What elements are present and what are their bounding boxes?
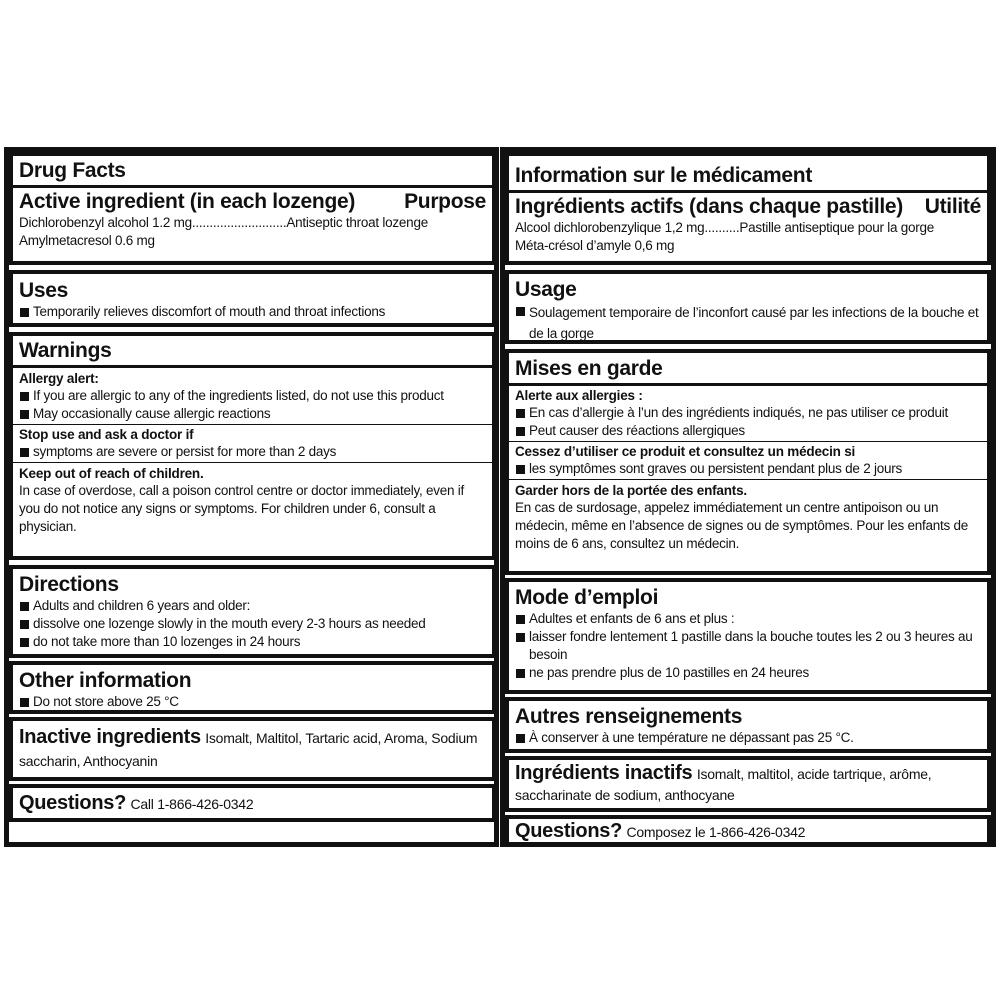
directions-section: [9, 565, 496, 658]
inactive-ingredients-section: [505, 756, 991, 812]
questions-phone: Call 1-866-426-0342: [130, 796, 254, 812]
drug-facts-panel-english: [4, 147, 499, 847]
active-ingredient-line: Dichlorobenzyl alcohol 1.2 mg...........................Antiseptic throat lozenge: [19, 215, 428, 230]
directions-section: [505, 578, 991, 694]
warnings-title: Mises en garde: [515, 357, 663, 380]
stop-use-title: Stop use and ask a doctor if: [19, 427, 194, 442]
inactive-ingredients-text: Isomalt, Maltitol, Tartaric acid, Aroma, Sodium saccharin, Anthocyanin: [19, 730, 478, 769]
active-ingredient-section: [505, 152, 991, 265]
uses-title: Uses: [19, 279, 69, 302]
stop-use-item: les symptômes sont graves ou persistent pendant plus de 2 jours: [515, 460, 981, 478]
uses-item: Temporarily relieves discomfort of mouth and throat infections: [19, 303, 486, 321]
questions-section: [505, 815, 991, 842]
stop-use-title: Cessez d’utiliser ce produit et consultez un médecin si: [515, 444, 856, 459]
other-information-item: Do not store above 25 °C: [19, 693, 486, 711]
inactive-ingredients-title: Ingrédients inactifs: [515, 762, 693, 784]
divider: [13, 185, 492, 188]
questions-phone: Composez le 1-866-426-0342: [626, 824, 806, 840]
uses-item: Soulagement temporaire de l’inconfort causé par les infections de la bouche et de la gorge: [515, 302, 981, 344]
directions-title: Mode d’emploi: [515, 586, 659, 609]
other-information-section: [9, 661, 496, 714]
directions-title: Directions: [19, 573, 119, 596]
purpose-heading: Purpose: [404, 190, 486, 213]
warnings-section: [9, 332, 496, 560]
directions-item: dissolve one lozenge slowly in the mouth every 2-3 hours as needed: [19, 615, 486, 633]
questions-title: Questions?: [515, 820, 623, 842]
uses-title: Usage: [515, 278, 577, 301]
active-ingredient-line: Alcool dichlorobenzylique 1,2 mg..........Pastille antiseptique pour la gorge: [515, 220, 935, 235]
keep-out-title: Garder hors de la portée des enfants.: [515, 483, 747, 498]
other-information-section: [505, 697, 991, 753]
drug-facts-panel-french: [500, 147, 996, 847]
directions-item: do not take more than 10 lozenges in 24 hours: [19, 633, 486, 651]
keep-out-text: In case of overdose, call a poison control centre or doctor immediately, even if you do not notice any signs or symptoms. For children under 6, consult a physician.: [19, 483, 464, 534]
uses-section: [9, 270, 496, 327]
uses-section: [505, 270, 991, 344]
divider: [13, 424, 492, 425]
questions-title: Questions?: [19, 792, 127, 814]
allergy-item: May occasionally cause allergic reactions: [19, 405, 486, 423]
warnings-title: Warnings: [19, 339, 112, 362]
other-information-title: Autres renseignements: [515, 705, 743, 728]
allergy-alert-title: Allergy alert:: [19, 371, 99, 386]
warnings-section: [505, 349, 991, 575]
allergy-alert-title: Alerte aux allergies :: [515, 388, 643, 403]
other-information-title: Other information: [19, 669, 192, 692]
allergy-item: En cas d’allergie à l’un des ingrédients indiqués, ne pas utiliser ce produit: [515, 404, 981, 422]
inactive-ingredients-text: Isomalt, maltitol, acide tartrique, arôme, saccharinate de sodium, anthocyane: [515, 766, 932, 803]
divider: [509, 383, 987, 386]
directions-item: ne pas prendre plus de 10 pastilles en 24 heures: [515, 664, 981, 682]
stop-use-item: symptoms are severe or persist for more than 2 days: [19, 443, 486, 461]
active-ingredient-section: [9, 152, 496, 265]
purpose-heading: Utilité: [924, 195, 981, 218]
active-ingredient-heading: Active ingredient (in each lozenge): [19, 190, 356, 213]
allergy-item: If you are allergic to any of the ingredients listed, do not use this product: [19, 387, 486, 405]
directions-item: laisser fondre lentement 1 pastille dans la bouche toutes les 2 ou 3 heures au besoin: [515, 628, 981, 664]
drug-facts-title: Drug Facts: [19, 159, 126, 182]
keep-out-text: En cas de surdosage, appelez immédiatement un centre antipoison ou un médecin, même en l’absence de signes ou de symptômes. Pour les enfants de moins de 6 ans, consultez un médecin.: [515, 500, 969, 551]
keep-out-title: Keep out of reach of children.: [19, 466, 204, 481]
divider: [509, 190, 987, 193]
inactive-ingredients-section: [9, 717, 496, 781]
divider: [509, 479, 987, 480]
drug-facts-title: Information sur le médicament: [515, 164, 813, 187]
inactive-ingredients-title: Inactive ingredients: [19, 726, 201, 748]
allergy-item: Peut causer des réactions allergiques: [515, 422, 981, 440]
active-ingredient-line: Amylmetacresol 0.6 mg: [19, 233, 155, 248]
active-ingredient-heading: Ingrédients actifs (dans chaque pastille): [515, 195, 903, 218]
other-information-item: À conserver à une température ne dépassant pas 25 °C.: [515, 729, 981, 747]
divider: [13, 462, 492, 463]
divider: [509, 441, 987, 442]
questions-section: [9, 784, 496, 822]
directions-item: Adultes et enfants de 6 ans et plus :: [515, 610, 981, 628]
divider: [13, 365, 492, 368]
directions-item: Adults and children 6 years and older:: [19, 597, 486, 615]
active-ingredient-line: Méta-crésol d’amyle 0,6 mg: [515, 238, 675, 253]
